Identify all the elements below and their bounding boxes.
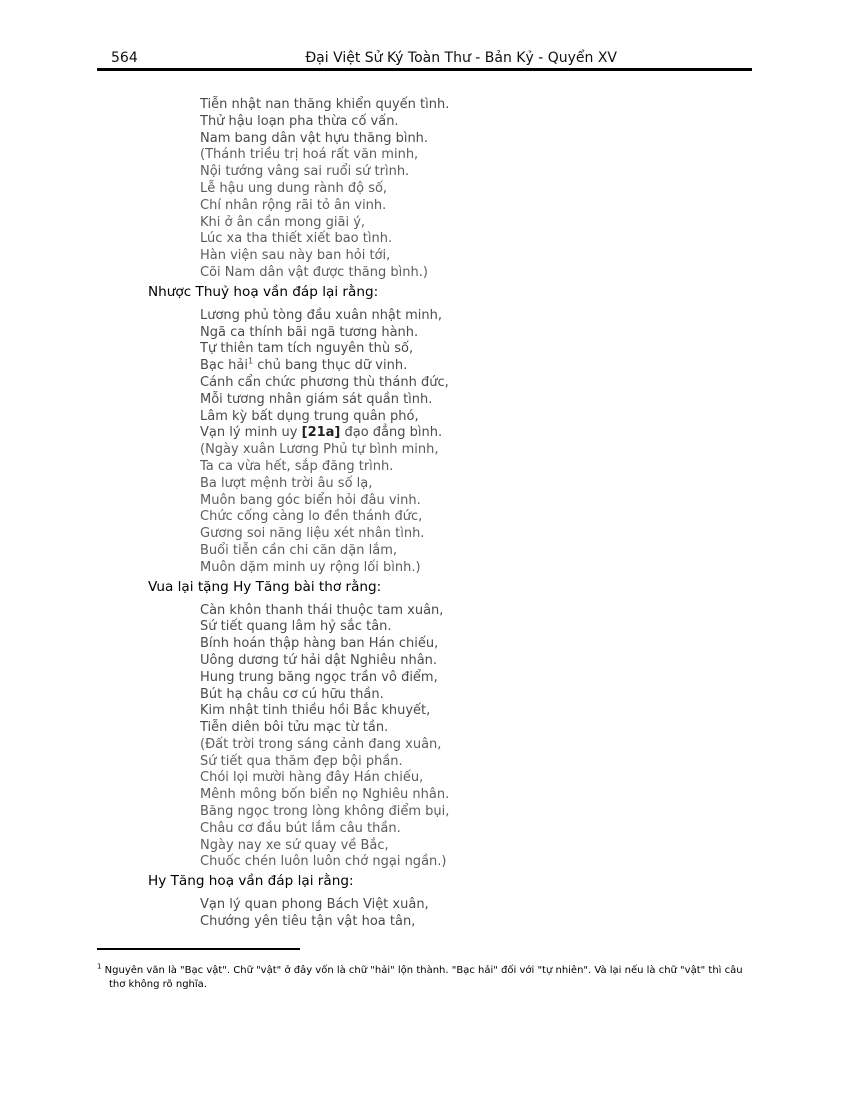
translation-line: Chuốc chén luôn luôn chớ ngại ngần.) — [200, 854, 447, 870]
translation-line: Nội tướng vâng sai ruổi sứ trình. — [200, 164, 410, 180]
translation-line: Cõi Nam dân vật được thăng bình.) — [200, 264, 428, 280]
translation-line: (Đất trời trong sáng cảnh đang xuân, — [200, 736, 442, 752]
translation-line: Sứ tiết qua thăm đẹp bội phần. — [200, 753, 403, 769]
hanviet-line: Kim nhật tinh thiều hồi Bắc khuyết, — [200, 703, 431, 719]
translation-line: Buổi tiễn cần chi căn dặn lắm, — [200, 542, 397, 558]
translation-line: Muôn bang góc biển hỏi đâu vinh. — [200, 492, 421, 508]
translation-line: Chí nhân rộng rãi tỏ ân vinh. — [200, 197, 387, 213]
hanviet-line: Bính hoán thập hàng ban Hán chiếu, — [200, 636, 439, 652]
page-header — [97, 48, 752, 68]
translation-line: (Ngày xuân Lương Phủ tự bình minh, — [200, 442, 439, 458]
hanviet-line: Uông dương tứ hải dật Nghiêu nhân. — [200, 652, 438, 668]
hanviet-line: Ngã ca thính bãi ngã tương hành. — [200, 324, 419, 340]
header-rule — [97, 68, 752, 71]
hanviet-line: Bút hạ châu cơ cú hữu thần. — [200, 686, 384, 702]
hanviet-line: Vạn lý quan phong Bách Việt xuân, — [200, 897, 429, 913]
translation-line: Lễ hậu ung dung rành độ số, — [200, 180, 388, 196]
line-text: đạo đẳng bình. — [340, 425, 443, 441]
translation-line: Lúc xa tha thiết xiết bao tình. — [200, 231, 393, 247]
poem-stanza — [200, 603, 850, 872]
line-text: Vạn lý minh uy — [200, 425, 302, 441]
footnote-rule — [97, 948, 300, 950]
translation-line: Khi ở ân cần mong giãi ý, — [200, 214, 366, 230]
translation-line: Chói lọi mười hàng đây Hán chiếu, — [200, 770, 424, 786]
hanviet-line: Cánh cẩn chức phương thù thánh đức, — [200, 374, 449, 390]
hanviet-line: Càn khôn thanh thái thuộc tam xuân, — [200, 602, 444, 618]
translation-line: Băng ngọc trong lòng không điểm bụi, — [200, 804, 450, 820]
hanviet-line: Chướng yên tiêu tận vật hoa tân, — [200, 914, 416, 930]
verse-introduction: Nhược Thuỷ hoạ vần đáp lại rằng: — [148, 283, 379, 300]
translation-line: Hàn viện sau này ban hỏi tới, — [200, 248, 391, 264]
poem-stanza — [200, 897, 850, 931]
hanviet-line: Sứ tiết quang lâm hỷ sắc tân. — [200, 619, 392, 635]
hanviet-line: Nam bang dân vật hựu thăng bình. — [200, 130, 429, 146]
translation-line: Ta ca vừa hết, sắp đăng trình. — [200, 458, 394, 474]
verse-introduction: Hy Tăng hoạ vần đáp lại rằng: — [148, 873, 354, 890]
hanviet-line — [200, 425, 850, 442]
translation-line: Muôn dặm minh uy rộng lối bình.) — [200, 559, 421, 575]
footnote-number: 1 — [97, 962, 102, 971]
document-body — [0, 97, 850, 933]
page-number: 564 — [111, 50, 138, 66]
translation-line: Châu cơ đầu bút lắm câu thần. — [200, 820, 401, 836]
hanviet-line — [200, 358, 850, 375]
hanviet-line: Lương phủ tòng đầu xuân nhật minh, — [200, 307, 443, 323]
hanviet-line: Tiễn nhật nan thăng khiển quyến tình. — [200, 97, 450, 112]
line-text: chủ bang thục dữ vinh. — [253, 358, 408, 374]
translation-line: Ngày nay xe sứ quay về Bắc, — [200, 837, 389, 853]
hanviet-line: Hung trung băng ngọc trần vô điểm, — [200, 669, 438, 685]
poem-stanza — [200, 97, 850, 282]
line-text: Bạc hải — [200, 358, 248, 374]
translation-line: Chức cống càng lo đền thánh đức, — [200, 509, 423, 525]
footnote-text-line2: thơ không rõ nghĩa. — [109, 979, 207, 990]
footnote — [97, 964, 752, 992]
translation-line: (Thánh triều trị hoá rất văn minh, — [200, 147, 419, 163]
hanviet-line: Tự thiên tam tích nguyên thù số, — [200, 341, 414, 357]
running-title: Đại Việt Sử Ký Toàn Thư - Bản Kỷ - Quyển XV — [305, 50, 617, 66]
hanviet-line: Thử hậu loạn pha thừa cố vấn. — [200, 113, 399, 129]
translation-line: Gương soi năng liệu xét nhân tình. — [200, 526, 425, 542]
footnote-text-line1: Nguyên văn là "Bạc vật". Chữ "vật" ở đây vốn là chữ "hải" lộn thành. "Bạc hải" đối với "tự nhiên". Và lại nếu là chữ "vật" thì câu — [104, 965, 743, 976]
hanviet-line: Lâm kỳ bất dụng trung quân phó, — [200, 408, 419, 424]
translation-line: Mênh mông bốn biển nọ Nghiêu nhân. — [200, 787, 450, 803]
verse-introduction: Vua lại tặng Hy Tăng bài thơ rằng: — [148, 578, 382, 595]
translation-line: Ba lượt mệnh trời âu số lạ, — [200, 475, 373, 491]
hanviet-line: Mỗi tương nhân giám sát quần tình. — [200, 391, 433, 407]
page-reference: [21a] — [301, 425, 341, 441]
hanviet-line: Tiễn diên bôi tửu mạc từ tần. — [200, 720, 389, 736]
footnote-marker[interactable]: 1 — [247, 356, 254, 366]
poem-stanza — [200, 308, 850, 577]
